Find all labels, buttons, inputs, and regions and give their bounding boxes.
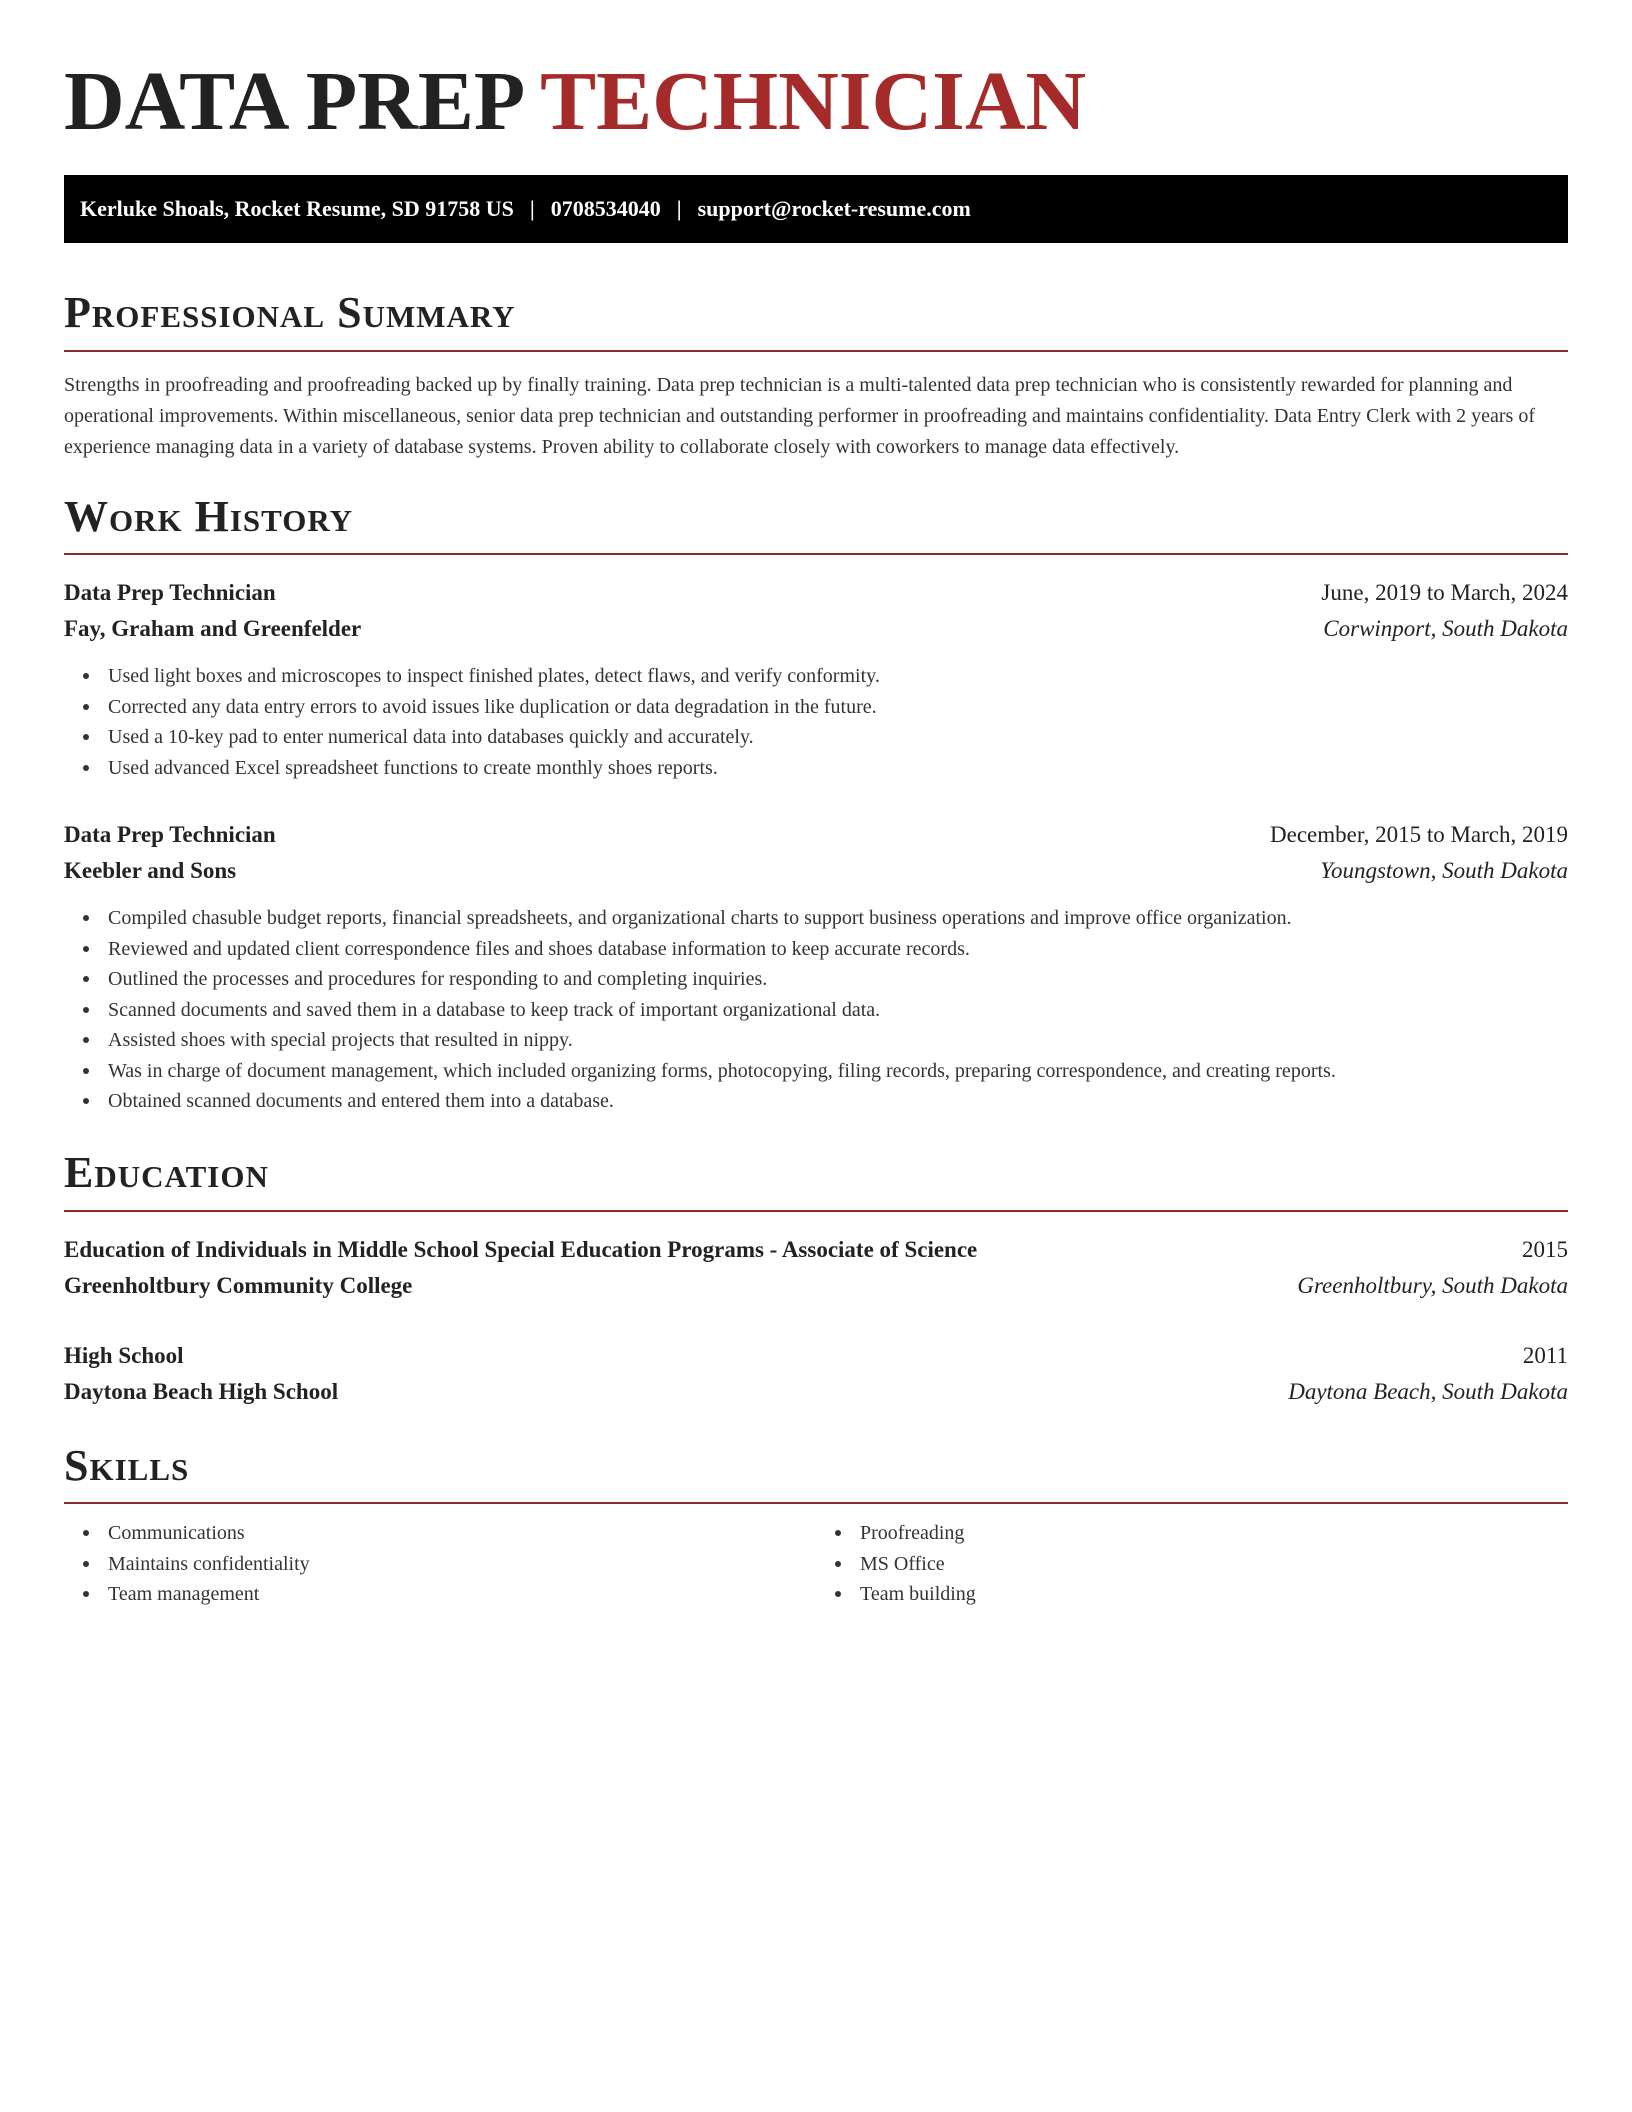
education-location: Greenholtbury, South Dakota <box>1297 1272 1568 1298</box>
job-duty: Was in charge of document management, which included organizing forms, photocopying, filing records, preparing correspondence, and creating reports. <box>108 1056 1568 1087</box>
education-degree-row <box>64 1338 1568 1374</box>
job-duty: Assisted shoes with special projects that resulted in nippy. <box>108 1025 1568 1056</box>
education-school-row <box>64 1374 1568 1410</box>
job-company-row <box>64 853 1568 889</box>
job-duties-list <box>64 903 1568 1117</box>
title-second-part: TECHNICIAN <box>540 55 1087 148</box>
summary-heading: Professional Summary <box>64 287 1568 352</box>
skill-item: Team management <box>108 1579 816 1610</box>
job-title-row <box>64 817 1568 853</box>
job-title-row <box>64 575 1568 611</box>
education-degree: High School <box>64 1342 184 1368</box>
education-entry <box>64 1232 1568 1304</box>
job-duty: Corrected any data entry errors to avoid issues like duplication or data degradation in the future. <box>108 692 1568 723</box>
skills-list <box>816 1518 1568 1610</box>
title-first-part: DATA PREP <box>64 55 521 148</box>
job-duty: Reviewed and updated client correspondence files and shoes database information to keep accurate records. <box>108 934 1568 965</box>
skill-item: MS Office <box>860 1549 1568 1580</box>
education-heading: Education <box>64 1147 1568 1212</box>
contact-separator: | <box>529 195 535 221</box>
skill-item: Proofreading <box>860 1518 1568 1549</box>
job-duty: Obtained scanned documents and entered them into a database. <box>108 1086 1568 1117</box>
job-duty: Used light boxes and microscopes to inspect finished plates, detect flaws, and verify conformity. <box>108 661 1568 692</box>
job-entry <box>64 575 1568 783</box>
education-school: Daytona Beach High School <box>64 1378 339 1404</box>
education-location: Daytona Beach, South Dakota <box>1288 1378 1568 1404</box>
work-history-heading: Work History <box>64 491 1568 556</box>
job-company-row <box>64 611 1568 647</box>
skills-column-right <box>816 1518 1568 1610</box>
job-location: Corwinport, South Dakota <box>1323 616 1568 642</box>
skill-item: Maintains confidentiality <box>108 1549 816 1580</box>
job-duty: Outlined the processes and procedures for responding to and completing inquiries. <box>108 964 1568 995</box>
skill-item: Team building <box>860 1579 1568 1610</box>
job-title: Data Prep Technician <box>64 822 276 848</box>
job-duty: Used advanced Excel spreadsheet functions to create monthly shoes reports. <box>108 753 1568 784</box>
skill-item: Communications <box>108 1518 816 1549</box>
skills-grid <box>64 1518 1568 1610</box>
contact-email: support@rocket-resume.com <box>697 195 971 221</box>
job-dates: December, 2015 to March, 2019 <box>1270 822 1568 848</box>
job-duty: Used a 10-key pad to enter numerical data into databases quickly and accurately. <box>108 722 1568 753</box>
job-title: Data Prep Technician <box>64 580 276 606</box>
job-entry <box>64 817 1568 1117</box>
job-duty: Compiled chasuble budget reports, financial spreadsheets, and organizational charts to support business operations and improve office organization. <box>108 903 1568 934</box>
education-year: 2011 <box>1522 1342 1568 1368</box>
education-degree: Education of Individuals in Middle School Special Education Programs - Associate of Science <box>64 1236 978 1262</box>
education-year: 2015 <box>1522 1236 1568 1262</box>
contact-bar <box>64 175 1568 243</box>
contact-phone: 0708534040 <box>550 195 661 221</box>
job-duty: Scanned documents and saved them in a database to keep track of important organizational data. <box>108 995 1568 1026</box>
job-company: Keebler and Sons <box>64 858 237 884</box>
summary-text: Strengths in proofreading and proofreading backed up by finally training. Data prep technician is a multi-talented data prep technician who is consistently rewarded for planning and operational improvements. Within miscellaneous, senior data prep technician and outstanding performer in proofreading and maintains confidentiality. Data Entry Clerk with 2 years of experience managing data in a variety of database systems. Proven ability to collaborate closely with coworkers to manage data effectively. <box>64 373 1535 458</box>
job-dates: June, 2019 to March, 2024 <box>1321 580 1568 606</box>
education-school: Greenholtbury Community College <box>64 1272 413 1298</box>
job-duties-list <box>64 661 1568 783</box>
skills-heading: Skills <box>64 1440 1568 1505</box>
job-location: Youngstown, South Dakota <box>1320 858 1568 884</box>
education-entry <box>64 1338 1568 1410</box>
education-school-row <box>64 1268 1568 1304</box>
resume-title <box>64 52 1568 153</box>
contact-address: Kerluke Shoals, Rocket Resume, SD 91758 US <box>80 195 514 221</box>
education-degree-row <box>64 1232 1568 1268</box>
contact-separator: | <box>676 195 682 221</box>
skills-list <box>64 1518 816 1610</box>
skills-column-left <box>64 1518 816 1610</box>
job-company: Fay, Graham and Greenfelder <box>64 616 362 642</box>
